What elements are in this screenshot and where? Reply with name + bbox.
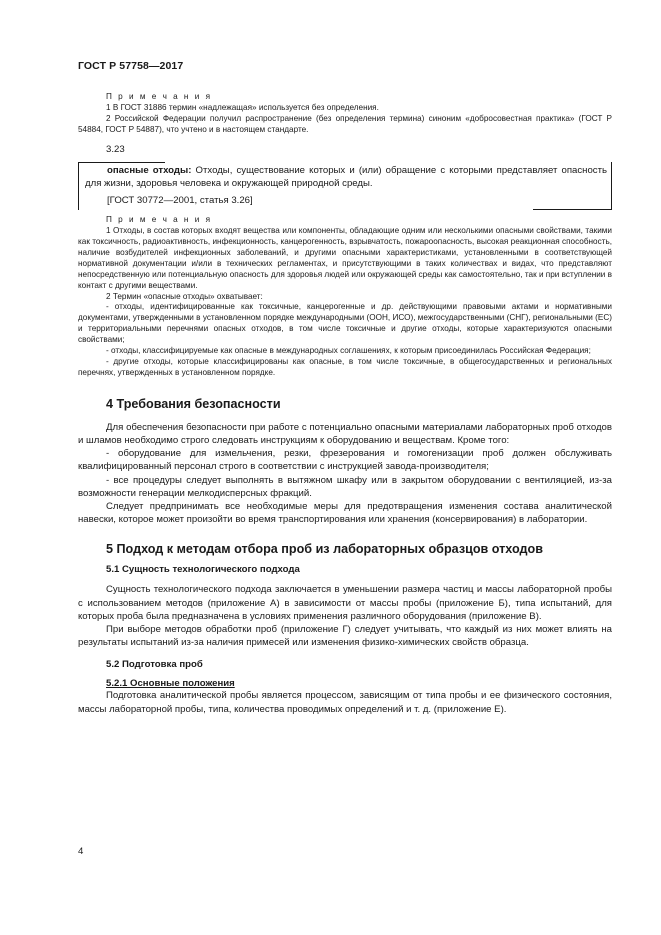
note-item: 1 В ГОСТ 31886 термин «надлежащая» используется без определения.: [106, 102, 379, 112]
term-definition: [85, 164, 607, 190]
paragraph: Подготовка аналитической пробы является процессом, зависящим от типа пробы и ее физического состояния, массы лабораторной пробы, типа, количества проводимых определений и т. д. (приложение Е).: [78, 690, 612, 715]
notes-block-1: [78, 92, 612, 136]
list-item: - оборудование для измельчения, резки, фрезерования и гомогенизации проб должен обслуживать квалифицированный персонал строго в соответствии с инструкцией завода-производителя;: [78, 448, 612, 473]
paragraph: Следует предпринимать все необходимые меры для предотвращения изменения состава аналитической навески, которое может произойти во время транспортирования или хранения (консервирования) в лаборатории.: [78, 501, 612, 526]
note-item: 2 Термин «опасные отходы» охватывает:: [106, 291, 263, 301]
notes-block-2: [78, 215, 612, 379]
section-4-body: [78, 421, 612, 527]
note-item: 1 Отходы, в состав которых входят вещества или компоненты, обладающие одним или несколькими опасными свойствами, такими как токсичность, радиоактивность, инфекционность, канцерогенность, взрывчатость, пожароопасность, высокая реакционная способность, наличие возбудителей инфекционных заболеваний, и другими опасными характеристиками, установленными в соответствующей нормативной документации и/или в технических регламентах, и присутствующими в таких количествах и видах, что представляют непосредственную или потенциальную опасность для здоровья людей или окружающей среды как самостоятельно, так и при вступлении в контакт с другими веществами.: [78, 226, 612, 290]
document-code: ГОСТ Р 57758—2017: [78, 60, 184, 72]
subsection-5-1-body: [78, 583, 612, 649]
term-text: Отходы, существование которых и (или) обращение с которыми представляет опасность для жизни, здоровья человека и окружающей природной среды.: [85, 164, 607, 189]
section-5-title: 5 Подход к методам отбора проб из лабораторных образцов отходов: [106, 542, 543, 557]
subsection-5-1-title: 5.1 Сущность технологического подхода: [106, 564, 300, 576]
list-item: - все процедуры следует выполнять в вытяжном шкафу или в закрытом оборудовании с вентиляцией, из-за возможности генерации мелкодисперсных фракций.: [78, 474, 612, 499]
paragraph: Сущность технологического подхода заключается в уменьшении размера частиц и массы лабораторной пробы с использованием методов (приложение А) в зависимости от массы пробы (приложение Б), типа испытаний, для которых проба была предназначена в условиях применения различного оборудования (приложение В).: [78, 584, 612, 622]
note-list-item: - отходы, идентифицированные как токсичные, канцерогенные и др. действующими правовыми актами и нормативными документами, утвержденными в установленном порядке международными (ООН, ИСО), межгосударственными (СНГ), региональными (ЕС) и территориальными перечнями опасных отходов, в том числе токсичные и другие отходы, которые характеризуются опасными свойствами;: [78, 302, 612, 345]
notes-title: П р и м е ч а н и я: [106, 215, 213, 225]
paragraph: При выборе методов обработки проб (приложение Г) следует учитывать, что каждый из них может влиять на результаты испытаний из-за наличия примесей или изменения физико-химических свойств образца.: [78, 624, 612, 649]
note-item: 2 Российской Федерации получил распространение (без определения термина) синоним «добросовестная практика» (ГОСТ Р 54884, ГОСТ Р 54887), что учтено и в настоящем стандарте.: [78, 113, 612, 134]
term-name: опасные отходы:: [107, 164, 192, 176]
note-list-item: - отходы, классифицируемые как опасные в международных соглашениях, к которым присоединилась Российская Федерация;: [106, 346, 591, 356]
notes-title: П р и м е ч а н и я: [106, 92, 213, 101]
subsection-5-2-title: 5.2 Подготовка проб: [106, 659, 203, 671]
section-4-title: 4 Требования безопасности: [106, 396, 281, 411]
page-content: [78, 92, 612, 716]
subsection-5-2-1-title: 5.2.1 Основные положения: [106, 678, 235, 690]
note-list-item: - другие отходы, которые классифицированы как опасные, в том числе токсичные, в общегосударственных и региональных перечнях, утвержденных в установленном порядке.: [78, 357, 612, 377]
term-definition-box: [78, 162, 612, 211]
term-number: 3.23: [106, 143, 125, 155]
page-number: 4: [78, 846, 84, 857]
subsection-5-2-1-body: [78, 689, 612, 715]
term-source: [ГОСТ 30772—2001, статья 3.26]: [107, 195, 253, 207]
paragraph: Для обеспечения безопасности при работе с потенциально опасными материалами лабораторных проб отходов и шламов необходимо строго следовать инструкциям к оборудованию и веществам. Кроме того:: [78, 421, 612, 447]
